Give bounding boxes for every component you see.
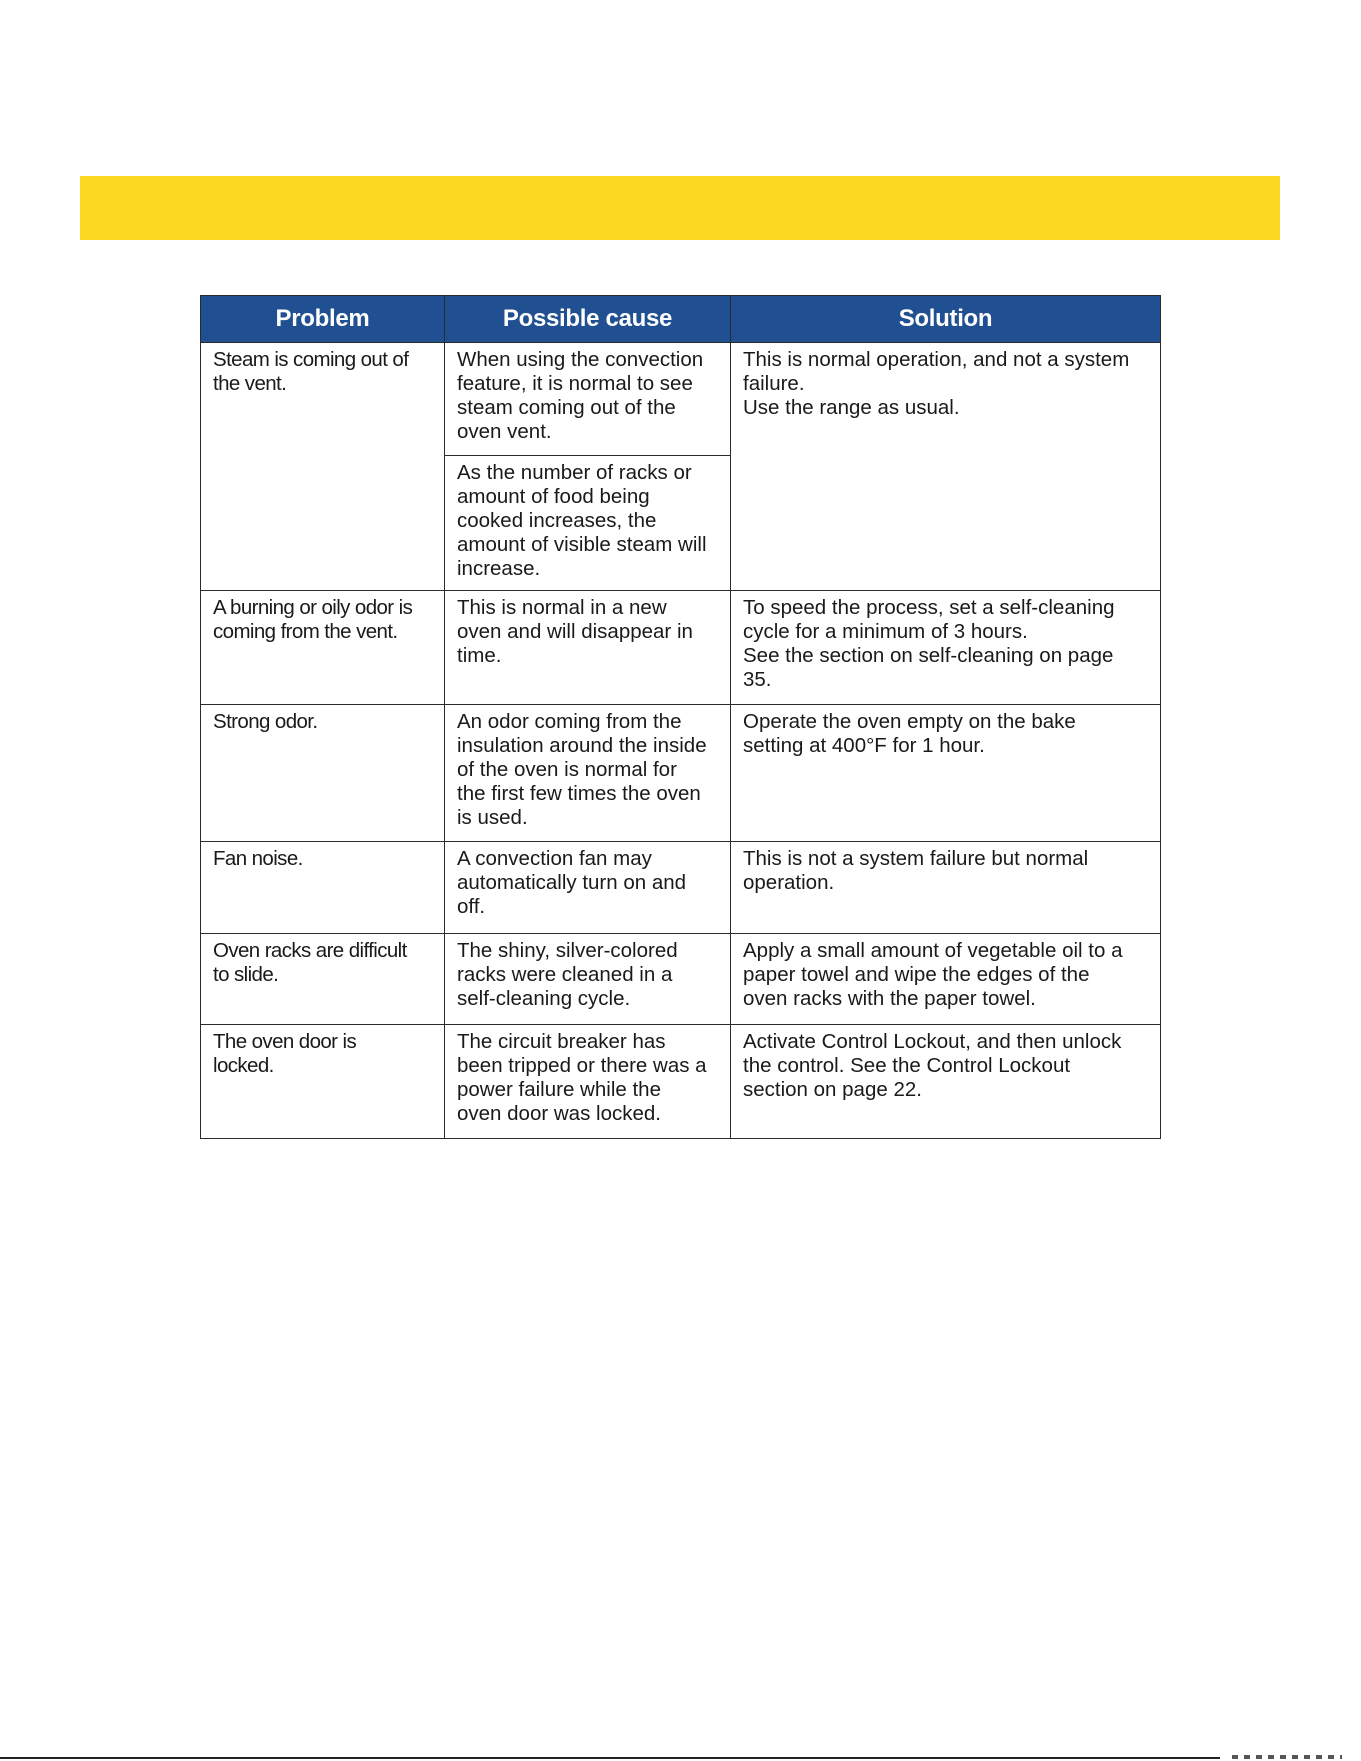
text-line: The circuit breaker has [457,1030,666,1053]
text-line: Steam is coming out of [213,348,409,371]
table-row [201,934,1161,1025]
text-line: Oven racks are difficult [213,939,407,962]
problem-cell [201,705,445,842]
text-line: setting at 400°F for 1 hour. [743,734,985,757]
text-line: Operate the oven empty on the bake [743,710,1076,733]
text-line: Fan noise. [213,847,303,870]
cause-cell [445,456,731,591]
troubleshooting-table [200,295,1161,1139]
table-row [201,591,1161,705]
text-line: feature, it is normal to see [457,372,693,395]
text-line: Apply a small amount of vegetable oil to a [743,939,1123,962]
section-title-banner [80,176,1280,240]
text-line: The oven door is [213,1030,357,1053]
text-line: racks were cleaned in a [457,963,673,986]
cause-cell [445,591,731,705]
text-line: oven racks with the paper towel. [743,987,1036,1010]
solution-cell [731,842,1161,934]
cause-cell [445,1025,731,1139]
text-line: Activate Control Lockout, and then unlock [743,1030,1122,1053]
text-line: See the section on self-cleaning on page [743,644,1114,667]
table-header-row [201,296,1161,343]
cause-cell [445,934,731,1025]
text-line: cycle for a minimum of 3 hours. [743,620,1028,643]
page-corner-mark [1232,1755,1342,1759]
text-line: self-cleaning cycle. [457,987,631,1010]
column-header-problem: Problem [201,296,445,343]
column-header-possible-cause: Possible cause [445,296,731,343]
text-line: been tripped or there was a [457,1054,707,1077]
text-line: oven vent. [457,420,552,443]
solution-cell [731,1025,1161,1139]
text-line: failure. [743,372,805,395]
text-line: paper towel and wipe the edges of the [743,963,1090,986]
text-line: operation. [743,871,835,894]
text-line: The shiny, silver-colored [457,939,678,962]
text-line: amount of visible steam will [457,533,707,556]
text-line: automatically turn on and [457,871,687,894]
text-line: Strong odor. [213,710,318,733]
text-line: to slide. [213,963,279,986]
text-line: As the number of racks or [457,461,692,484]
table-row [201,1025,1161,1139]
text-line: increase. [457,557,541,580]
text-line: coming from the vent. [213,620,398,643]
solution-cell [731,343,1161,591]
solution-cell [731,934,1161,1025]
text-line: To speed the process, set a self-cleaning [743,596,1115,619]
cause-cell [445,842,731,934]
problem-cell [201,343,445,591]
table-row [201,842,1161,934]
text-line: the first few times the oven [457,782,701,805]
text-line: oven and will disappear in [457,620,693,643]
table-row [201,343,1161,456]
text-line: A burning or oily odor is [213,596,413,619]
problem-cell [201,842,445,934]
text-line: the control. See the Control Lockout [743,1054,1071,1077]
page-bottom-rule [0,1757,1220,1759]
text-line: This is not a system failure but normal [743,847,1089,870]
text-line: section on page 22. [743,1078,922,1101]
column-header-solution: Solution [731,296,1161,343]
text-line: locked. [213,1054,274,1077]
text-line: amount of food being [457,485,650,508]
text-line: off. [457,895,486,918]
text-line: is used. [457,806,528,829]
text-line: A convection fan may [457,847,652,870]
text-line: power failure while the [457,1078,661,1101]
solution-cell [731,705,1161,842]
text-line: Use the range as usual. [743,396,960,419]
text-line: insulation around the inside [457,734,707,757]
text-line: This is normal operation, and not a system [743,348,1130,371]
text-line: This is normal in a new [457,596,667,619]
text-line: An odor coming from the [457,710,682,733]
text-line: of the oven is normal for [457,758,677,781]
solution-cell [731,591,1161,705]
text-line: steam coming out of the [457,396,676,419]
text-line: the vent. [213,372,287,395]
problem-cell [201,591,445,705]
text-line: cooked increases, the [457,509,657,532]
cause-cell [445,705,731,842]
text-line: time. [457,644,502,667]
text-line: oven door was locked. [457,1102,661,1125]
text-line: 35. [743,668,772,691]
problem-cell [201,1025,445,1139]
text-line: When using the convection [457,348,704,371]
problem-cell [201,934,445,1025]
cause-cell [445,343,731,456]
table-row [201,705,1161,842]
